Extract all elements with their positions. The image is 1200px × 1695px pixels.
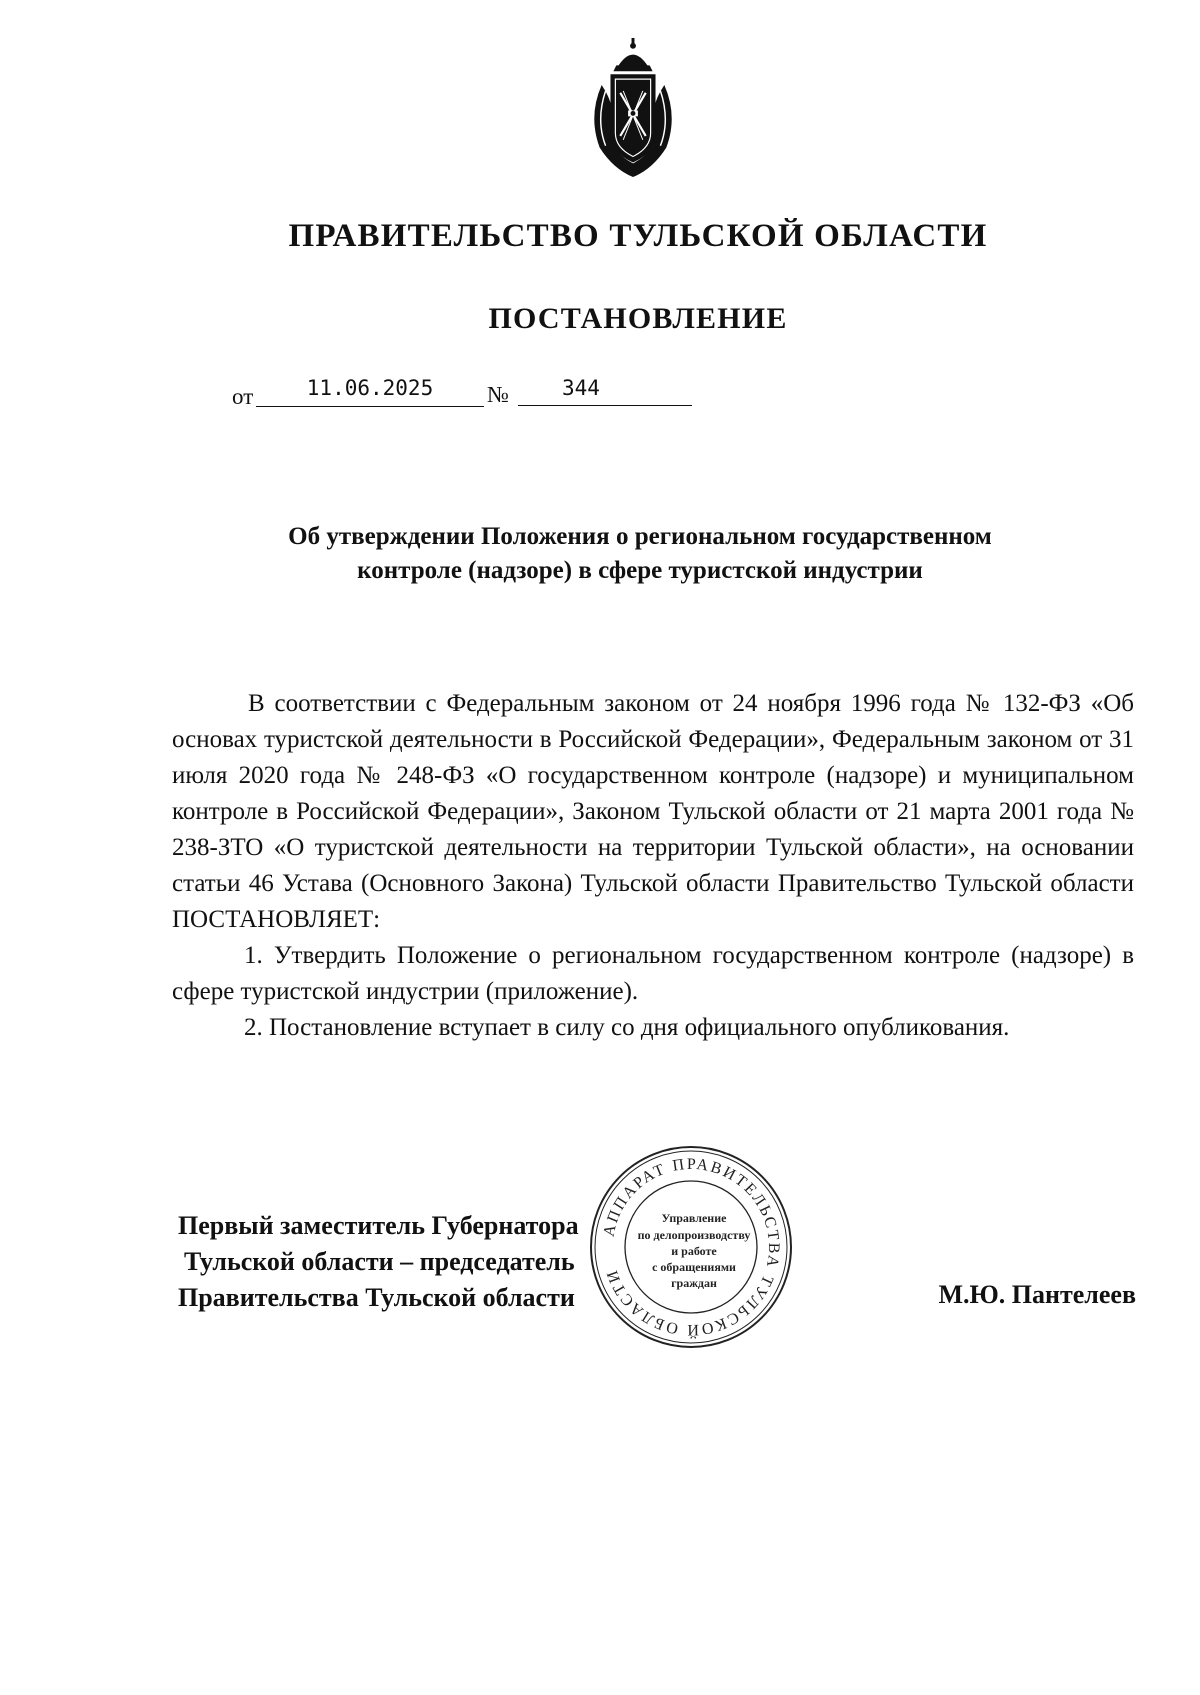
document-subject — [200, 520, 1080, 588]
stamp-line-2: по делопроизводству — [637, 1228, 751, 1242]
stamp-line-5: граждан — [671, 1276, 717, 1290]
resolution-item-1: 1. Утвердить Положение о региональном государственном контроле (надзоре) в сфере туристской индустрии (приложение). — [172, 942, 1134, 1005]
document-date: 11.06.2025 — [256, 376, 484, 407]
document-body — [172, 686, 1134, 1046]
subject-line-1: Об утверждении Положения о региональном государственном — [288, 523, 992, 550]
number-sign: № — [487, 382, 509, 407]
stamp-line-3: и работе — [671, 1244, 717, 1258]
date-prefix: от — [232, 384, 254, 409]
stamp-ring-text: АППАРАТ ПРАВИТЕЛЬСТВА ТУЛЬСКОЙ ОБЛАСТИ — [600, 1155, 783, 1339]
position-line-3: Правительства Тульской области — [178, 1283, 575, 1312]
signatory-position — [178, 1208, 579, 1316]
document-number: 344 — [518, 376, 692, 406]
position-line-2: Тульской области – председатель — [184, 1247, 575, 1276]
subject-line-2: контроле (надзоре) в сфере туристской индустрии — [357, 557, 923, 584]
document-type: ПОСТАНОВЛЕНИЕ — [488, 302, 788, 335]
stamp-line-4: с обращениями — [652, 1260, 736, 1274]
official-stamp-icon — [588, 1144, 794, 1350]
stamp-line-1: Управление — [661, 1211, 727, 1225]
coat-of-arms-icon — [584, 38, 682, 180]
resolution-item-2: 2. Постановление вступает в силу со дня официального опубликования. — [244, 1014, 1010, 1041]
preamble-paragraph: В соответствии с Федеральным законом от 24 ноября 1996 года № 132-ФЗ «Об основах туристской деятельности в Российской Федерации», Федеральным законом от 31 июля 2020 года № 248-ФЗ «О государственном контроле (надзоре) и муниципальном контроле в Российской Федерации», Законом Тульской области от 21 марта 2001 года № 238-ЗТО «О туристской деятельности на территории Тульской области», на основании статьи 46 Устава (Основного Закона) Тульской области Правительство Тульской области ПОСТАНОВЛЯЕТ: — [172, 690, 1134, 933]
position-line-1: Первый заместитель Губернатора — [178, 1211, 579, 1240]
signatory-name: М.Ю. Пантелеев — [938, 1280, 1136, 1309]
government-title: ПРАВИТЕЛЬСТВО ТУЛЬСКОЙ ОБЛАСТИ — [288, 218, 988, 254]
